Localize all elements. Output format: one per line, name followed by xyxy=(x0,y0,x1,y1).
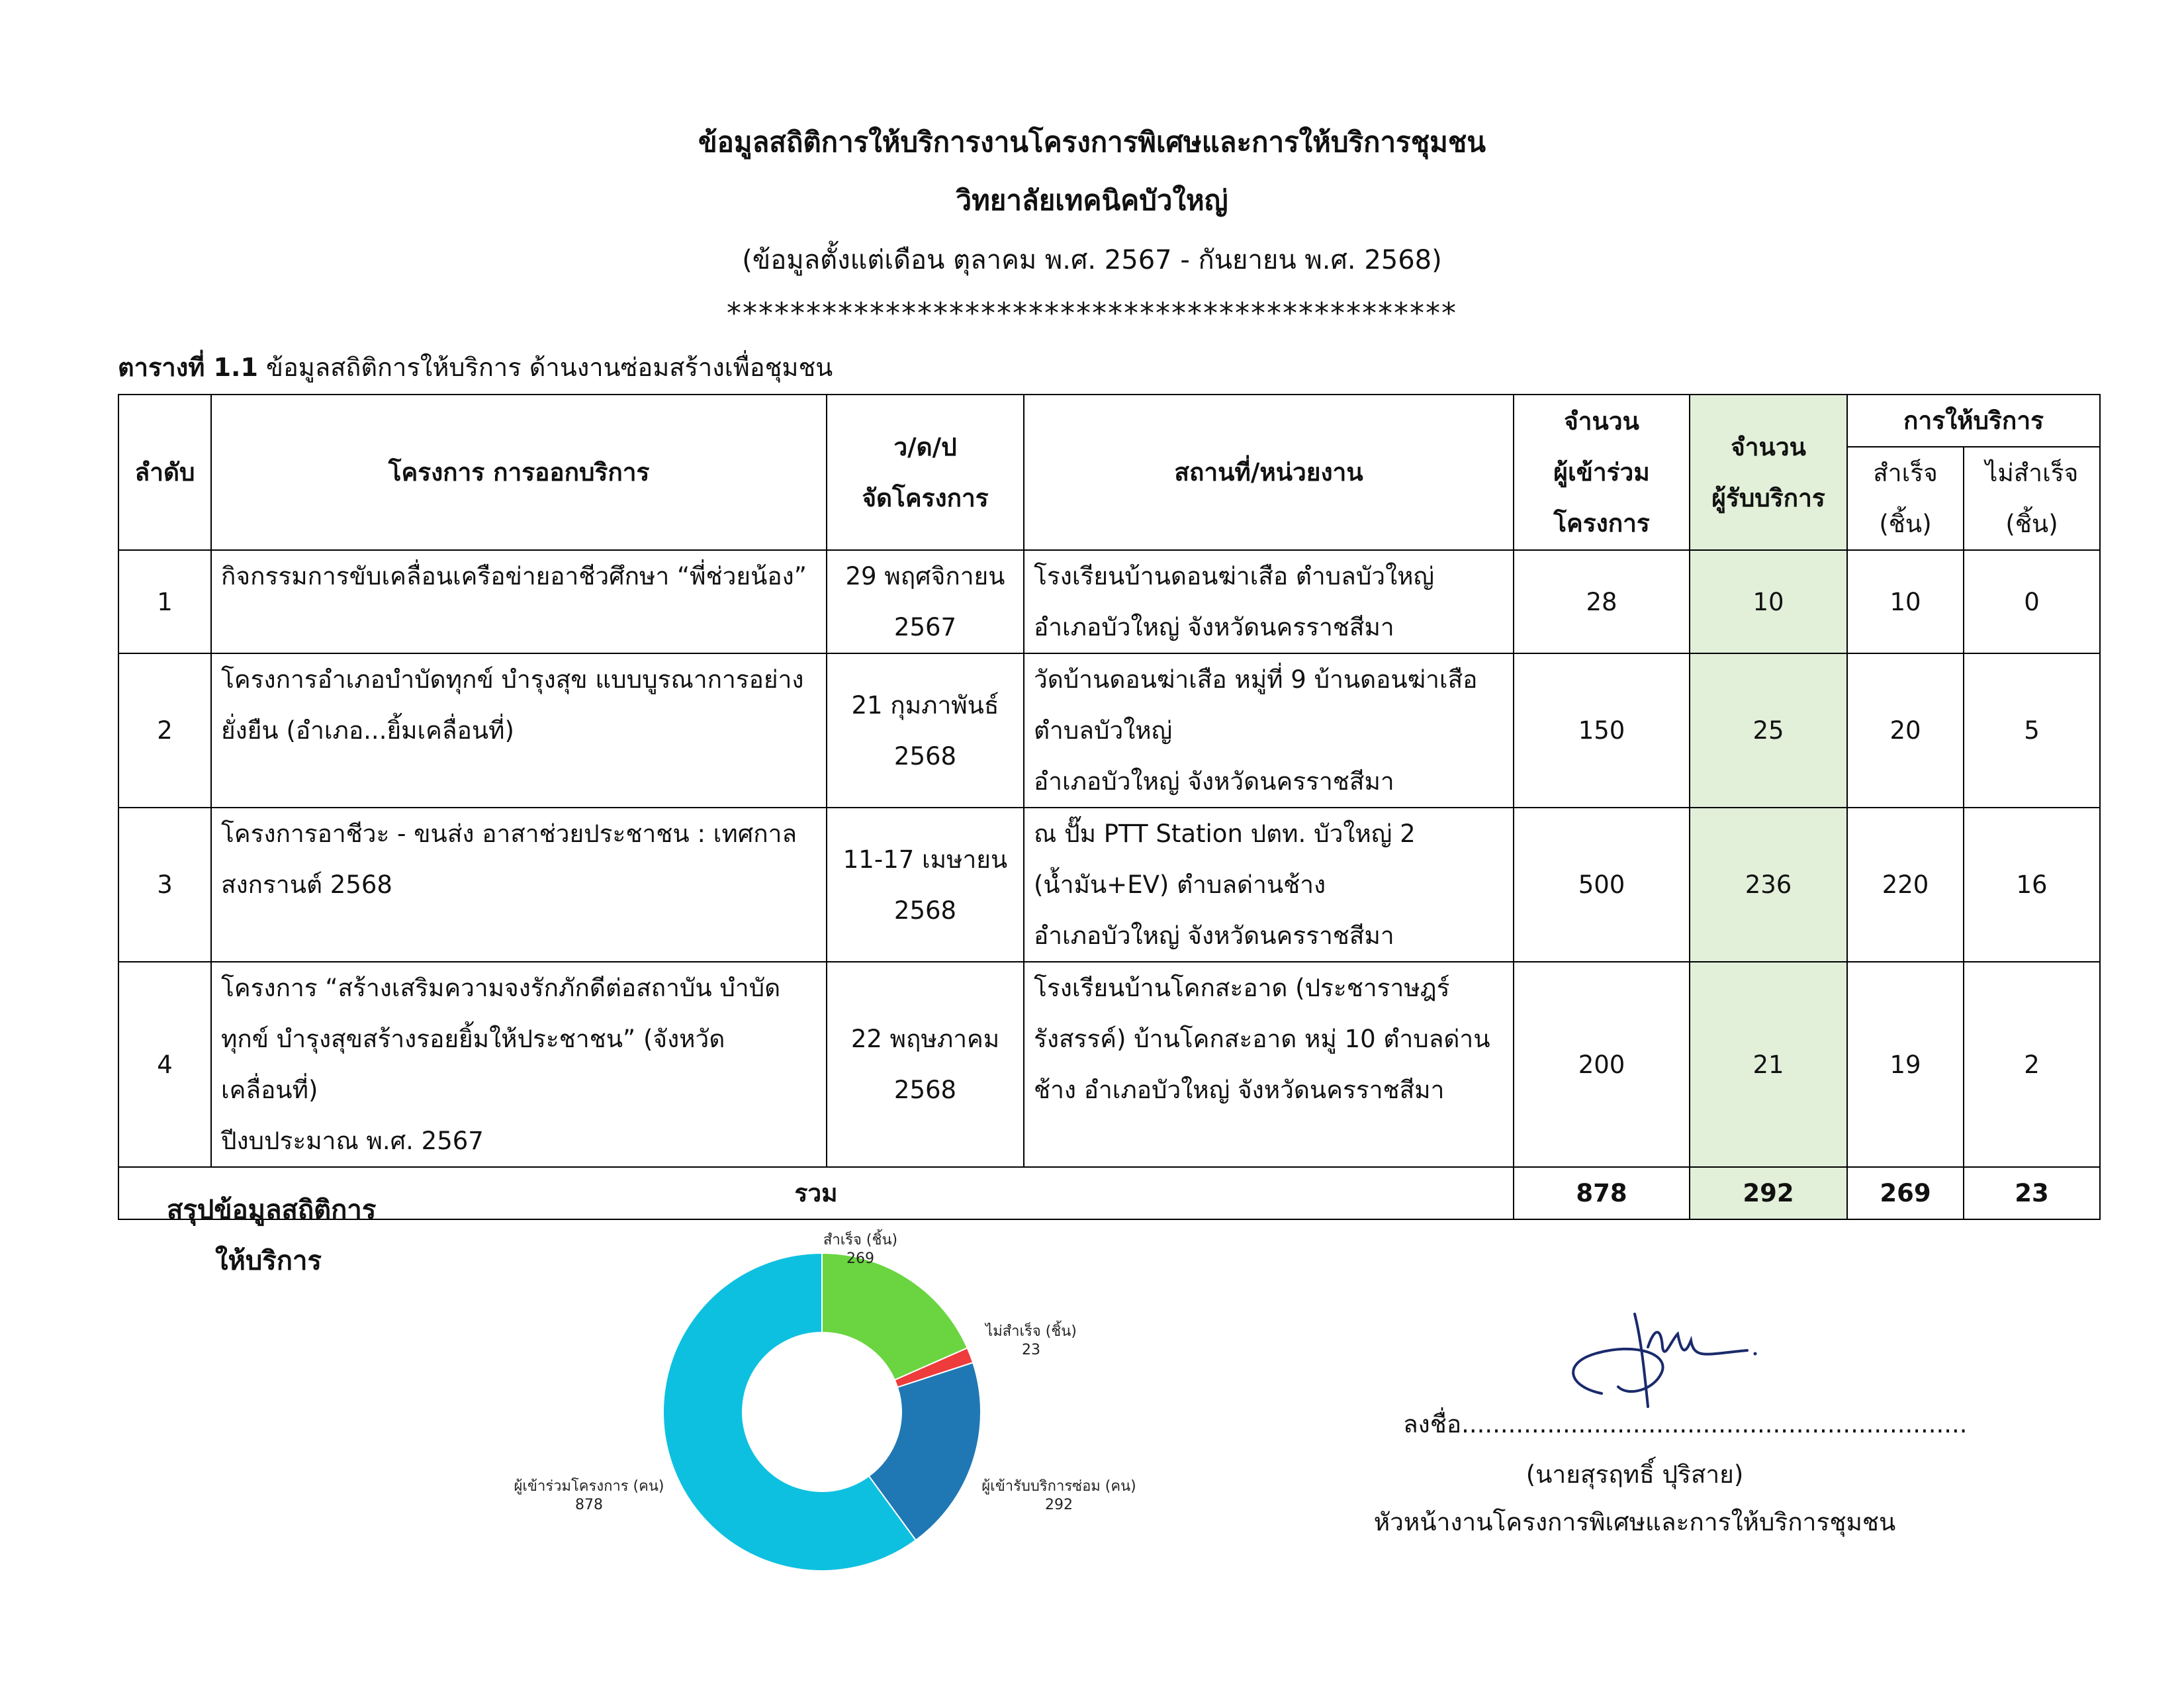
row-recipients: 10 xyxy=(1690,550,1847,653)
header-project: โครงการ การออกบริการ xyxy=(211,395,827,550)
row-fail: 16 xyxy=(1964,808,2100,962)
row-success: 20 xyxy=(1847,653,1964,808)
row-project xyxy=(211,962,827,1167)
row-date xyxy=(827,808,1024,962)
row-project-line: ปีงบประมาณ พ.ศ. 2567 xyxy=(221,1127,484,1155)
document-title: ข้อมูลสถิติการให้บริการงานโครงการพิเศษและการให้บริการชุมชน xyxy=(698,126,1486,158)
row-location-line: อำเภอบัวใหญ่ จังหวัดนครราชสีมา xyxy=(1034,921,1394,950)
row-location xyxy=(1024,653,1514,808)
row-no: 2 xyxy=(118,653,211,808)
header-success xyxy=(1847,447,1964,550)
header-recipients xyxy=(1690,395,1847,550)
donut-slice-label: สำเร็จ (ชิ้น) xyxy=(823,1232,898,1248)
row-participants: 150 xyxy=(1514,653,1690,808)
row-location-line: (น้ำมัน+EV) ตำบลด่านช้าง xyxy=(1034,870,1326,899)
service-statistics-table xyxy=(118,394,2101,1220)
row-location-line: ณ ปั๊ม PTT Station ปตท. บัวใหญ่ 2 xyxy=(1034,820,1416,848)
header-fail-line2: (ชิ้น) xyxy=(2005,510,2058,538)
row-recipients: 25 xyxy=(1690,653,1847,808)
row-date-line: 21 กุมภาพันธ์ xyxy=(851,690,999,720)
row-recipients: 236 xyxy=(1690,808,1847,962)
row-project-line: ยั่งยืน (อำเภอ...ยิ้มเคลื่อนที่) xyxy=(221,716,514,745)
header-participants-line1: จำนวน xyxy=(1564,407,1639,436)
data-period: (ข้อมูลตั้งแต่เดือน ตุลาคม พ.ศ. 2567 - กันยายน พ.ศ. 2568) xyxy=(742,245,1442,275)
total-fail: 23 xyxy=(1964,1167,2100,1219)
signer-name: (นายสุรฤทธิ์ ปุริสาย) xyxy=(1525,1460,1744,1489)
header-participants-line2: ผู้เข้าร่วม xyxy=(1553,458,1650,487)
row-date-line: 2568 xyxy=(893,1076,957,1104)
donut-slice-value: 292 xyxy=(1045,1497,1073,1513)
summary-heading-line1: สรุปข้อมูลสถิติการ xyxy=(167,1195,377,1225)
row-success: 220 xyxy=(1847,808,1964,962)
row-location-line: โรงเรียนบ้านโคกสะอาด (ประชาราษฎร์ xyxy=(1034,974,1450,1002)
row-success: 10 xyxy=(1847,550,1964,653)
table-header-row xyxy=(118,395,2100,447)
table-caption xyxy=(118,347,833,387)
row-date-line: 22 พฤษภาคม xyxy=(850,1025,1000,1053)
row-project-line: ทุกข์ บำรุงสุขสร้างรอยยิ้มให้ประชาชน” (จังหวัดเคลื่อนที่) xyxy=(221,1025,725,1104)
row-project-line: โครงการอาชีวะ - ขนส่ง อาสาช่วยประชาชน : เทศกาล xyxy=(221,820,797,848)
signature-stroke xyxy=(1573,1314,1747,1407)
row-location-line: อำเภอบัวใหญ่ จังหวัดนครราชสีมา xyxy=(1034,613,1394,641)
donut-slice-label: ผู้เข้ารับบริการซ่อม (คน) xyxy=(981,1478,1136,1495)
college-name: วิทยาลัยเทคนิคบัวใหญ่ xyxy=(956,184,1228,216)
total-label: รวม xyxy=(118,1167,1514,1219)
header-location: สถานที่/หน่วยงาน xyxy=(1024,395,1514,550)
header-date-line2: จัดโครงการ xyxy=(862,483,989,512)
row-fail: 2 xyxy=(1964,962,2100,1167)
row-location-line: โรงเรียนบ้านดอนฆ่าเสือ ตำบลบัวใหญ่ xyxy=(1034,562,1435,590)
row-date xyxy=(827,653,1024,808)
row-location-line: วัดบ้านดอนฆ่าเสือ หมู่ที่ 9 บ้านดอนฆ่าเสือ xyxy=(1034,665,1478,694)
header-recipients-line1: จำนวน xyxy=(1731,432,1806,461)
header-participants-line3: โครงการ xyxy=(1553,509,1650,538)
row-no: 3 xyxy=(118,808,211,962)
row-participants: 28 xyxy=(1514,550,1690,653)
row-location-line: อำเภอบัวใหญ่ จังหวัดนครราชสีมา xyxy=(1034,767,1394,796)
table-caption-text: ข้อมูลสถิติการให้บริการ ด้านงานซ่อมสร้างเพื่อชุมชน xyxy=(257,353,833,382)
header-participants xyxy=(1514,395,1690,550)
row-date xyxy=(827,962,1024,1167)
row-fail: 5 xyxy=(1964,653,2100,808)
row-no: 1 xyxy=(118,550,211,653)
table-row xyxy=(118,808,2100,962)
row-participants: 200 xyxy=(1514,962,1690,1167)
table-row xyxy=(118,550,2100,653)
row-project-line: สงกรานต์ 2568 xyxy=(221,870,392,899)
row-project-line: กิจกรรมการขับเคลื่อนเครือข่ายอาชีวศึกษา “พี่ช่วยน้อง” xyxy=(221,562,807,590)
row-location xyxy=(1024,550,1514,653)
donut-slice-value: 23 xyxy=(1022,1342,1040,1358)
row-project xyxy=(211,653,827,808)
row-location-line: ช้าง อำเภอบัวใหญ่ จังหวัดนครราชสีมา xyxy=(1034,1076,1445,1104)
row-fail: 0 xyxy=(1964,550,2100,653)
summary-heading-line2: ให้บริการ xyxy=(215,1246,322,1276)
sign-line: ลงชื่อ................................................................. xyxy=(1403,1410,1968,1438)
signer-position: หัวหน้างานโครงการพิเศษและการให้บริการชุมชน xyxy=(1373,1508,1896,1536)
row-project-line: โครงการอำเภอบำบัดทุกข์ บำรุงสุข แบบบูรณาการอย่าง xyxy=(221,665,804,694)
header-success-line2: (ชิ้น) xyxy=(1879,510,1932,538)
row-location xyxy=(1024,962,1514,1167)
total-participants: 878 xyxy=(1514,1167,1690,1219)
row-recipients: 21 xyxy=(1690,962,1847,1167)
total-recipients: 292 xyxy=(1690,1167,1847,1219)
table-caption-label: ตารางที่ 1.1 xyxy=(118,353,258,382)
row-date-line: 29 พฤศจิกายน xyxy=(845,562,1005,590)
row-participants: 500 xyxy=(1514,808,1690,962)
header-fail xyxy=(1964,447,2100,550)
row-project-line: โครงการ “สร้างเสริมความจงรักภักดีต่อสถาบัน บำบัด xyxy=(221,974,781,1002)
donut-slice-value: 269 xyxy=(846,1250,874,1267)
row-date-line: 2568 xyxy=(893,741,957,771)
row-success: 19 xyxy=(1847,962,1964,1167)
handwritten-signature xyxy=(1555,1301,1780,1413)
row-date-line: 2568 xyxy=(893,896,957,925)
table-row xyxy=(118,653,2100,808)
donut-slice-value: 878 xyxy=(575,1497,603,1513)
row-project xyxy=(211,550,827,653)
header-recipients-line2: ผู้รับบริการ xyxy=(1711,483,1825,512)
header-no: ลำดับ xyxy=(118,395,211,550)
header-service: การให้บริการ xyxy=(1847,395,2100,447)
row-project xyxy=(211,808,827,962)
star-divider: ********************************************** xyxy=(727,297,1457,330)
row-location-line: ตำบลบัวใหญ่ xyxy=(1034,716,1173,745)
row-date-line: 11-17 เมษายน xyxy=(842,845,1008,874)
donut-slice-label: ไม่สำเร็จ (ชิ้น) xyxy=(985,1323,1077,1340)
header-fail-line1: ไม่สำเร็จ xyxy=(1985,459,2079,487)
table-row xyxy=(118,962,2100,1167)
row-date xyxy=(827,550,1024,653)
service-donut-chart xyxy=(463,1205,1191,1615)
row-location xyxy=(1024,808,1514,962)
signature-dot xyxy=(1754,1352,1757,1356)
row-no: 4 xyxy=(118,962,211,1167)
header-date xyxy=(827,395,1024,550)
header-success-line1: สำเร็จ xyxy=(1873,459,1938,487)
row-location-line: รังสรรค์) บ้านโคกสะอาด หมู่ 10 ตำบลด่าน xyxy=(1034,1025,1490,1053)
total-success: 269 xyxy=(1847,1167,1964,1219)
header-date-line1: ว/ด/ป xyxy=(893,432,957,461)
donut-slice-label: ผู้เข้าร่วมโครงการ (คน) xyxy=(514,1478,664,1495)
row-date-line: 2567 xyxy=(893,613,957,641)
